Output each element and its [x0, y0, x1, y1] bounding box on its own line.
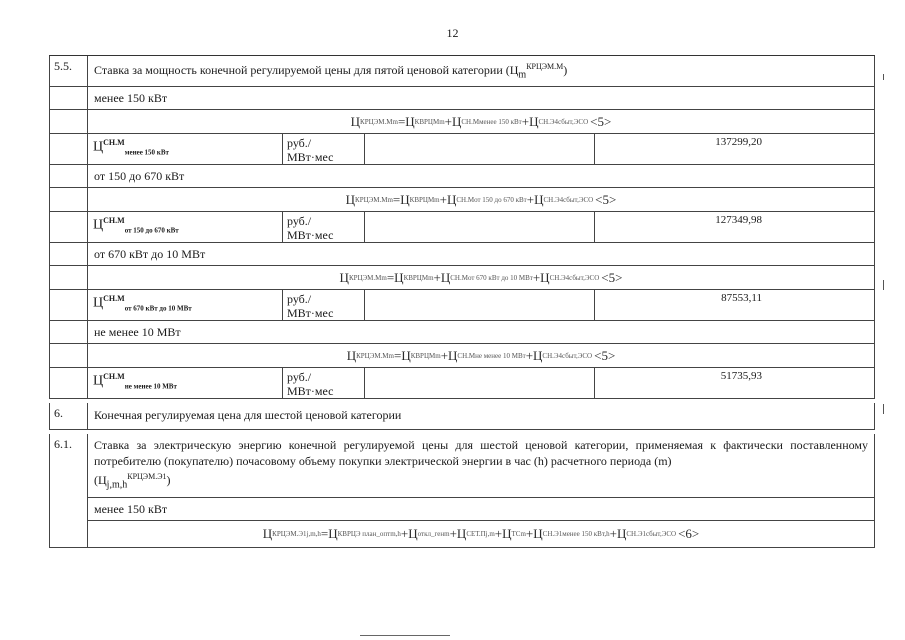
band-value-row: [49, 368, 875, 399]
band-formula-row: [49, 266, 875, 290]
unit-cell: руб./ МВт·мес: [282, 290, 364, 320]
section-number: 6.1.: [49, 434, 88, 546]
tariff-symbol: $Ц^{СН.М}_{от 670 кВт до 10 МВт}$: [93, 294, 192, 313]
tariff-symbol: $Ц^{СН.М}_{от 150 до 670 кВт}$: [93, 216, 179, 235]
empty-cell: [364, 134, 594, 164]
band-label: не менее 10 МВт: [94, 325, 181, 340]
band-formula-row: [49, 110, 875, 134]
margin-mark: [883, 404, 884, 414]
band-formula: Ц КРЦЭМ.М m = Ц КВРЦМ m + Ц СН.М менее 150 кВт + Ц СН.Э4 сбыт,ЭСО <5>: [350, 113, 612, 129]
section-6-1: [49, 434, 875, 547]
band-label-row: [49, 87, 875, 110]
section-title: Ставка за мощность конечной регулируемой цены для пятой ценовой категории $(Ц_m^{КРЦЭМ.М})$: [94, 62, 568, 81]
band-label-row: [49, 165, 875, 188]
band-formula: Ц КРЦЭМ.Э1 j,m,h = Ц КВРЦЭ план_опт m,h + Ц откл_ген m + Ц СЕТ.П j,m + Ц ТС m + Ц СН.Э1 менее 150 кВт,h + Ц СН.Э1 сбыт,ЭСО <6>: [262, 525, 700, 541]
section-5-5-header: [49, 56, 875, 87]
band-formula-row: [49, 188, 875, 212]
empty-cell: [364, 212, 594, 242]
margin-mark: [883, 280, 884, 290]
band-value-row: [49, 134, 875, 165]
value-cell: 127349,98: [594, 212, 874, 242]
tariff-symbol: $Ц^{СН.М}_{не менее 10 МВт}$: [93, 372, 177, 391]
band-label: от 670 кВт до 10 МВт: [94, 247, 206, 262]
band-formula: Ц КРЦЭМ.М m = Ц КВРЦМ m + Ц СН.М не менее 10 МВт + Ц СН.Э4 сбыт,ЭСО <5>: [346, 347, 616, 363]
page-number: 12: [446, 26, 459, 40]
band-value-row: [49, 212, 875, 243]
band-list: [49, 87, 875, 399]
margin-mark: [883, 74, 884, 80]
tariff-symbol: $Ц^{СН.М}_{менее 150 кВт}$: [93, 138, 169, 157]
band-value-row: [49, 290, 875, 321]
section-title: Конечная регулируемая цена для шестой ценовой категории: [94, 408, 402, 423]
band-label-row: [49, 243, 875, 266]
unit-cell: руб./ МВт·мес: [282, 134, 364, 164]
band-label: менее 150 кВт: [94, 501, 168, 516]
band-formula: Ц КРЦЭМ.М m = Ц КВРЦМ m + Ц СН.М от 150 до 670 кВт + Ц СН.Э4 сбыт,ЭСО <5>: [345, 191, 617, 207]
band-formula-row: [49, 344, 875, 368]
value-cell: 51735,93: [594, 368, 874, 398]
section-text: Ставка за электрическую энергию конечной регулируемой цены для шестой ценовой категории, применяемая к фактически поставленному потребителю (покупателю) почасовому объему покупки электрической энергии в час (h) расчетного периода (m) $(Ц_{j,m,h}^{КРЦЭМ.Э1})$: [94, 438, 868, 491]
value-cell: 87553,11: [594, 290, 874, 320]
value-cell: 137299,20: [594, 134, 874, 164]
band-formula: Ц КРЦЭМ.М m = Ц КВРЦМ m + Ц СН.М от 670 кВт до 10 МВт + Ц СН.Э4 сбыт,ЭСО <5>: [339, 269, 623, 285]
section-6-header: [49, 403, 875, 430]
empty-cell: [364, 368, 594, 398]
empty-cell: [364, 290, 594, 320]
band-label: от 150 до 670 кВт: [94, 169, 185, 184]
band-label: менее 150 кВт: [94, 91, 168, 106]
section-number: 5.5.: [49, 56, 88, 86]
tariff-table: [49, 55, 875, 548]
section-number: 6.: [49, 403, 88, 429]
bottom-line: [360, 635, 450, 636]
unit-cell: руб./ МВт·мес: [282, 212, 364, 242]
unit-cell: руб./ МВт·мес: [282, 368, 364, 398]
band-label-row: [49, 321, 875, 344]
